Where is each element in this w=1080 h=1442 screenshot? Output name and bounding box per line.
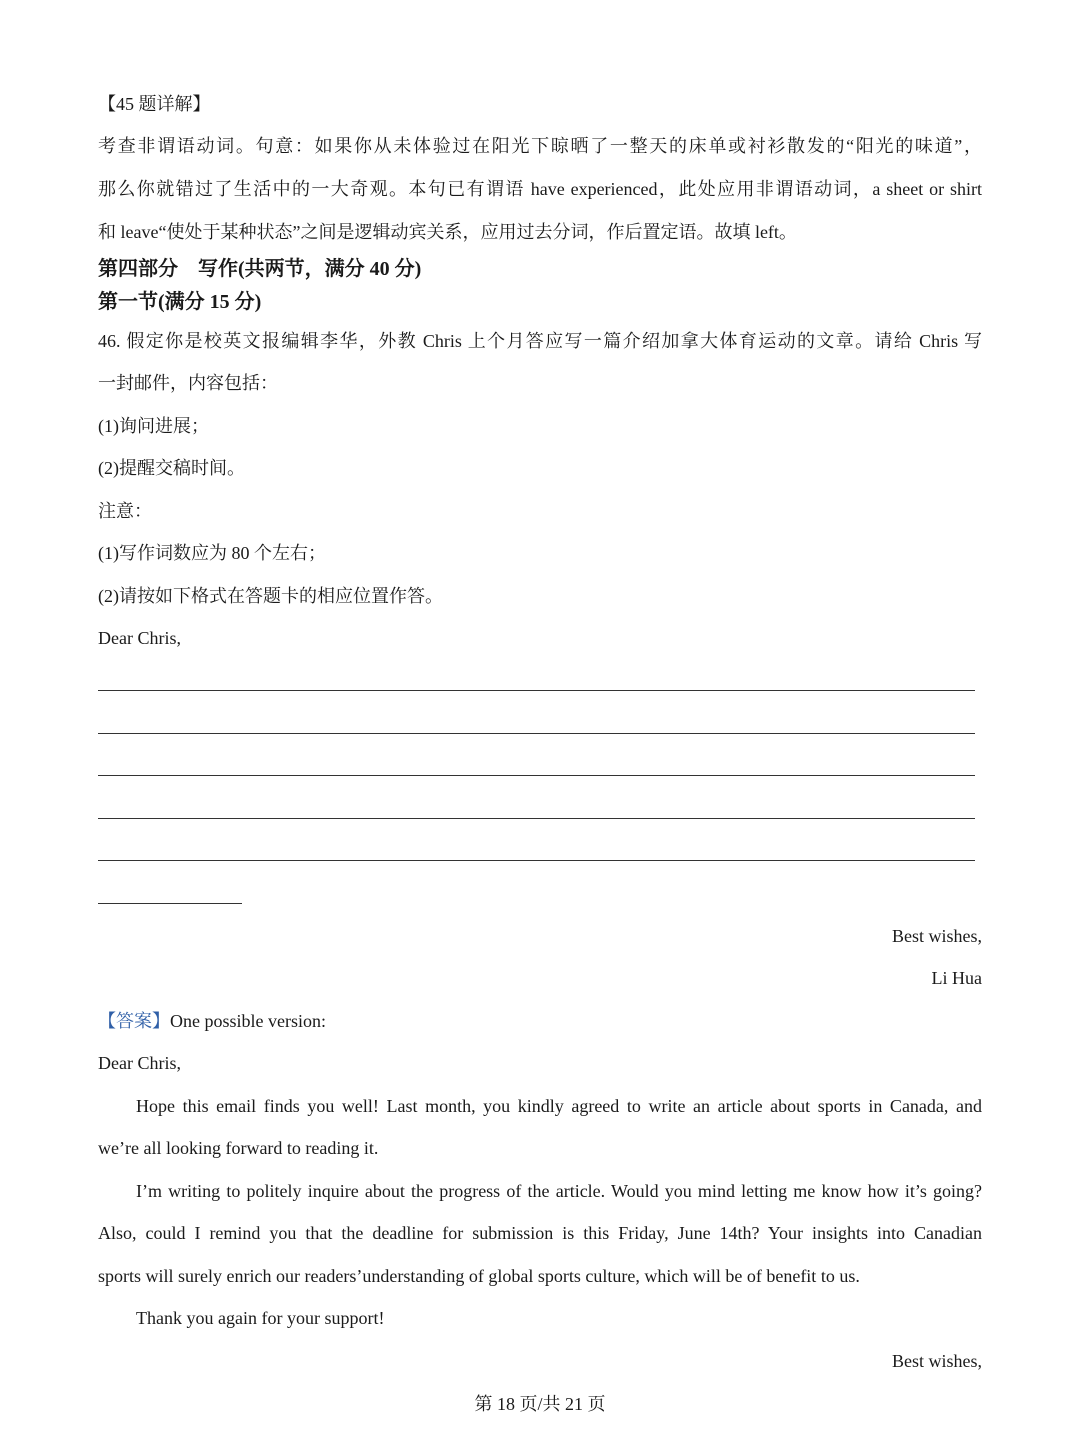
answer-paragraph-3: Thank you again for your support! [136,1308,385,1328]
requirement-2: (2)提醒交稿时间。 [98,458,245,478]
template-salutation: Dear Chris, [98,628,181,648]
answer-paragraph-1-line-1: Hope this email finds you well! Last month, you kindly agreed to write an article about sports in Canada, and [136,1096,982,1116]
answer-tag: 【答案】 [98,1011,170,1031]
q46-prompt-line-1: 46. 假定你是校英文报编辑李华，外教 Chris 上个月答应写一篇介绍加拿大体育运动的文章。请给 Chris 写 [98,331,982,351]
notes-label: 注意： [98,501,152,521]
template-signature: Li Hua [931,968,982,988]
writing-blank-line [98,733,975,734]
q45-explanation-line-3: 和 leave“使处于某种状态”之间是逻辑动宾关系，应用过去分词，作后置定语。故填 left。 [98,222,797,242]
writing-blank-line [98,690,975,691]
answer-paragraph-2-line-1: I’m writing to politely inquire about the progress of the article. Would you mind letting me know how it’s going? [136,1181,982,1201]
section1-heading: 第一节(满分 15 分) [98,291,262,313]
writing-blank-line-short [98,903,242,904]
writing-blank-line [98,860,975,861]
answer-paragraph-1-line-2: we’re all looking forward to reading it. [98,1138,379,1158]
answer-closing: Best wishes, [892,1351,982,1371]
part4-heading: 第四部分 写作(共两节，满分 40 分) [98,258,422,280]
page-footer: 第 18 页/共 21 页 [474,1394,606,1414]
requirement-1: (1)询问进展； [98,416,209,436]
writing-blank-line [98,775,975,776]
q45-explanation-line-2: 那么你就错过了生活中的一大奇观。本句已有谓语 have experienced，此处应用非谓语动词，a sheet or shirt [98,179,982,199]
answer-paragraph-2-line-2: Also, could I remind you that the deadline for submission is this Friday, June 14th? Your insights into Canadian [98,1223,982,1243]
answer-intro: One possible version: [170,1011,326,1031]
answer-intro-line [98,1009,326,1033]
q46-prompt-line-2: 一封邮件，内容包括： [98,373,278,393]
template-closing: Best wishes, [892,926,982,946]
answer-paragraph-2-line-3: sports will surely enrich our readers’understanding of global sports culture, which will be of benefit to us. [98,1266,860,1286]
note-1: (1)写作词数应为 80 个左右； [98,543,326,563]
note-2: (2)请按如下格式在答题卡的相应位置作答。 [98,586,443,606]
answer-salutation: Dear Chris, [98,1053,181,1073]
q45-heading: 【45 题详解】 [98,94,211,114]
q45-explanation-line-1: 考查非谓语动词。句意：如果你从未体验过在阳光下晾晒了一整天的床单或衬衫散发的“阳光的味道”， [98,136,982,156]
writing-blank-line [98,818,975,819]
